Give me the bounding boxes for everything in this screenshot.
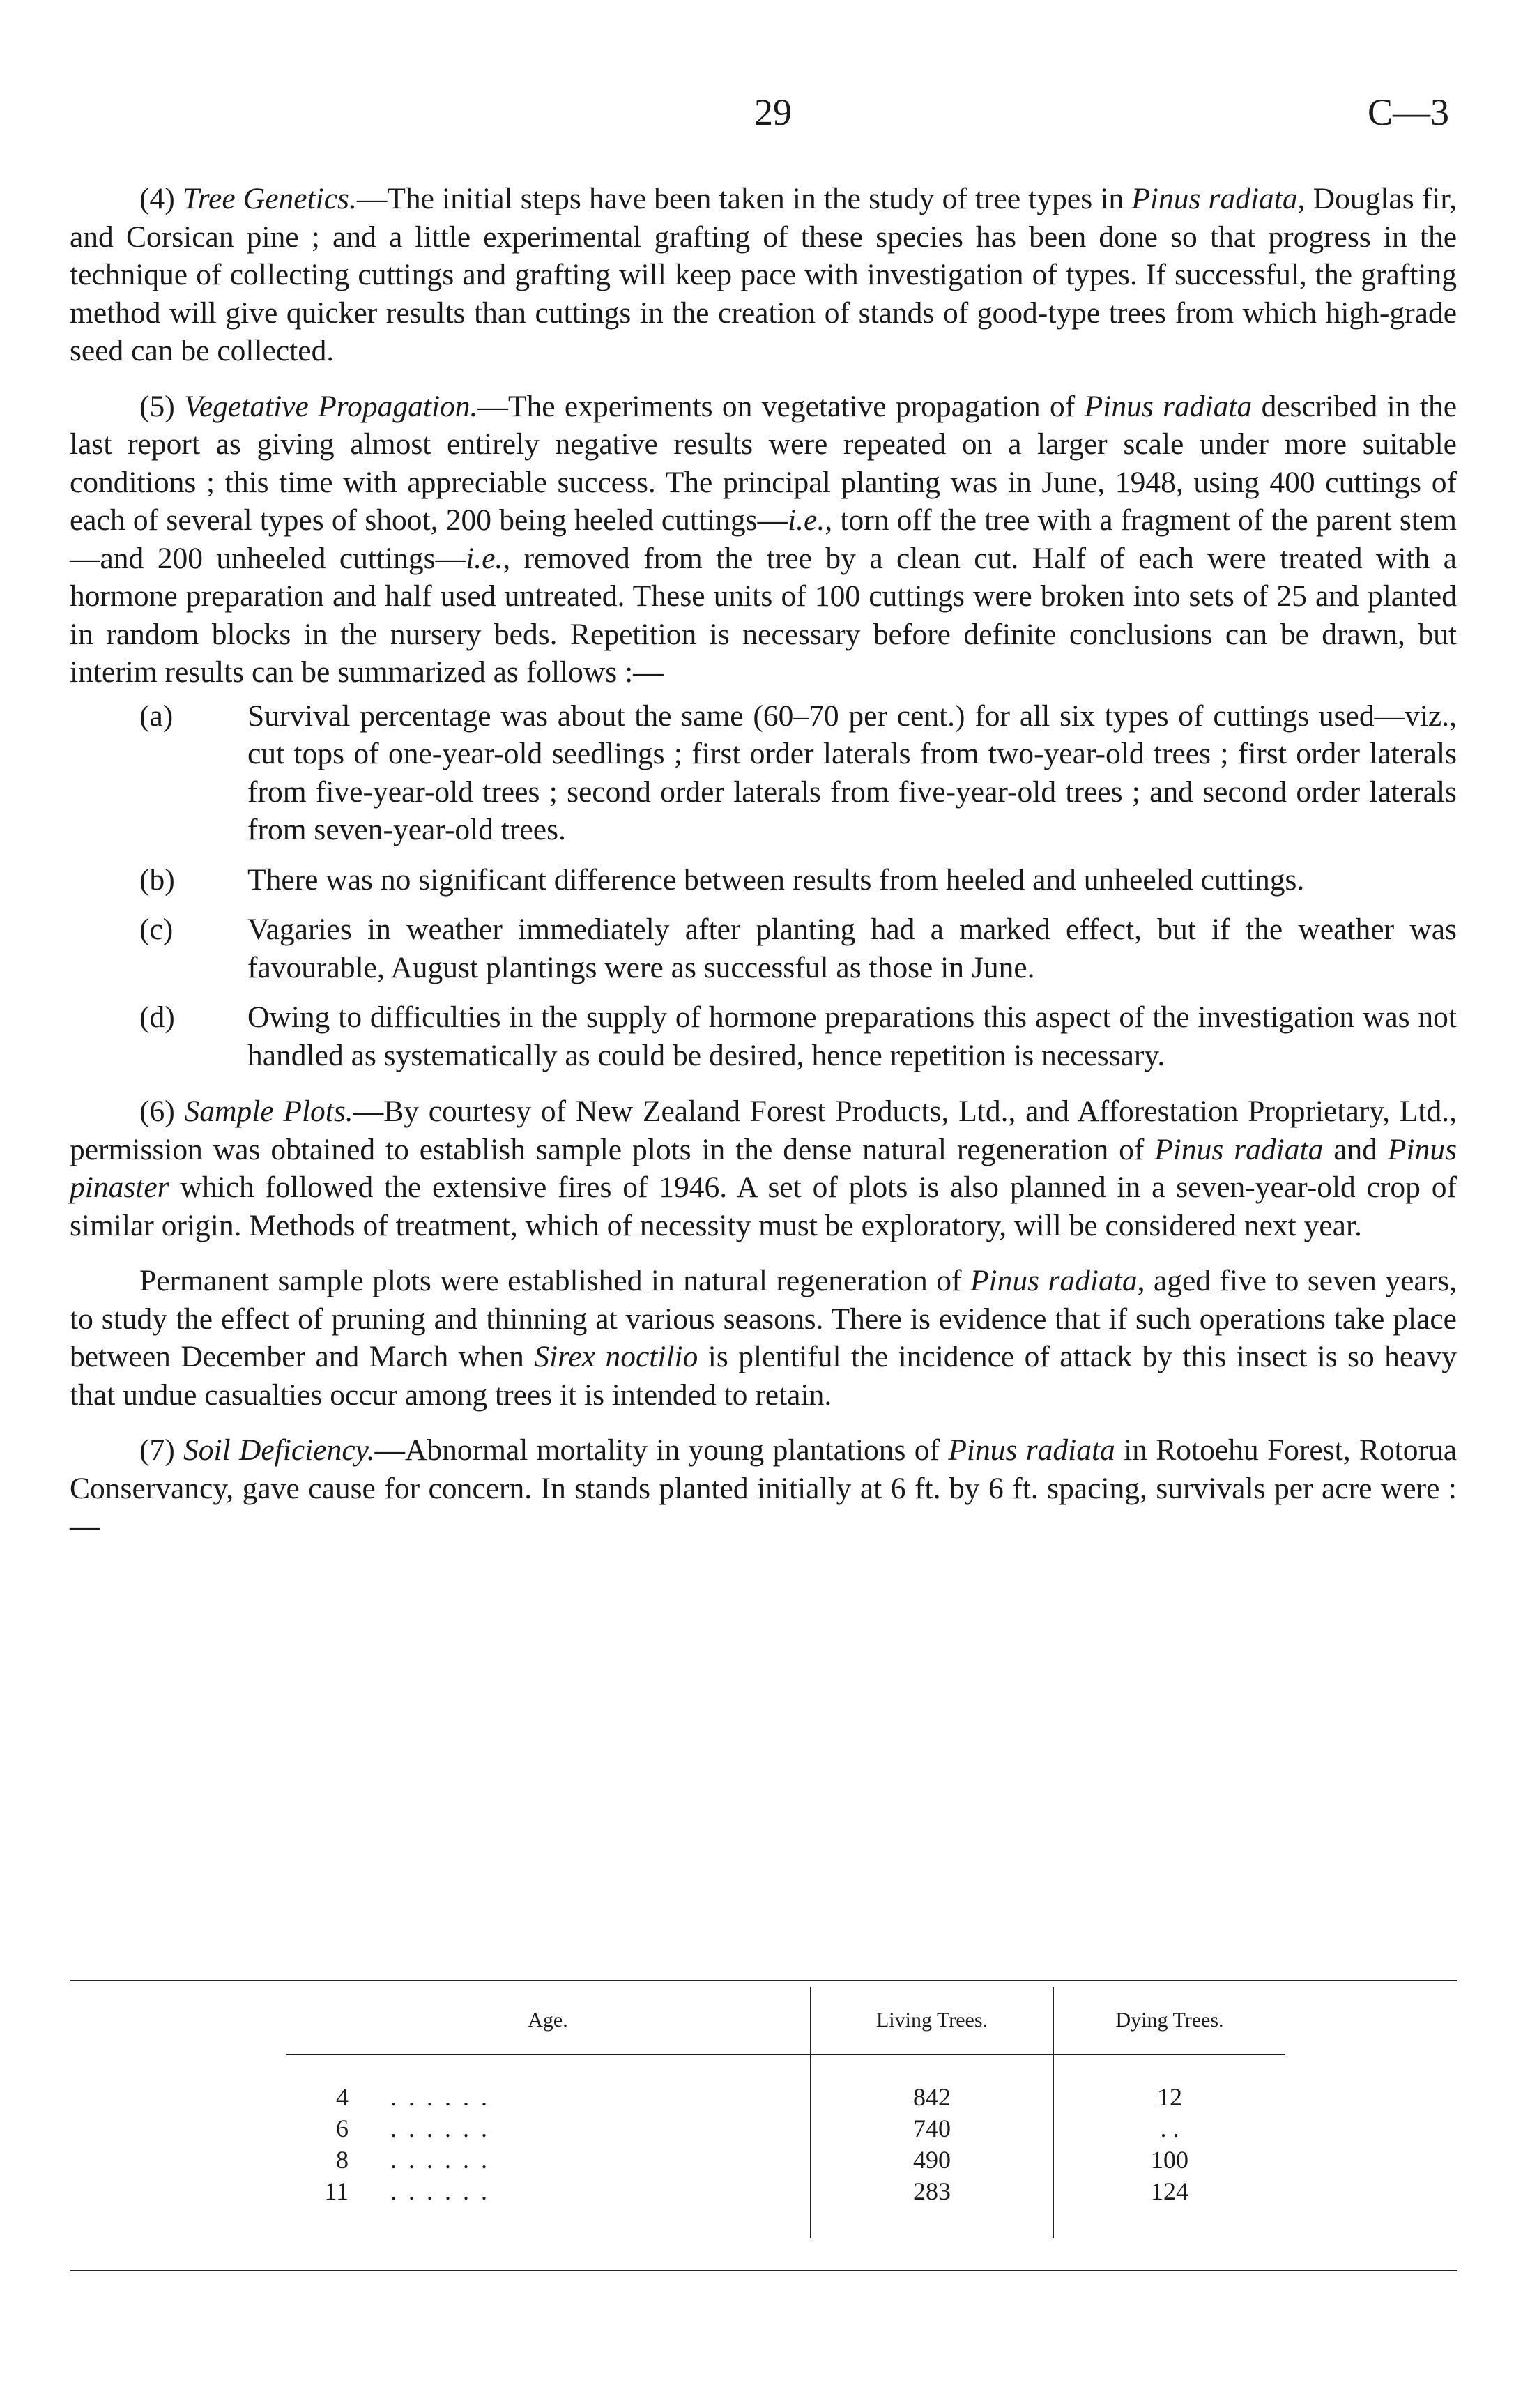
body-text (70, 180, 1457, 1563)
table-row (286, 2055, 1285, 2113)
text-run: , removed from the tree by a clean cut. Half of each were treated with a hormone preparation and half used untreated. These units of 100 cuttings were broken into sets of 25 and planted in random blocks in the nursery beds. Repetition is necessary before definite conclusions can be drawn, but interim results can be summarized as follows :— (70, 541, 1457, 689)
cell-dying: 100 (1053, 2144, 1285, 2176)
section-number: (6) (139, 1095, 175, 1128)
document-code: C—3 (1368, 91, 1450, 133)
section-heading: Sample Plots. (184, 1095, 353, 1128)
species-name: Pinus radiata (1154, 1132, 1324, 1166)
table-row (286, 2176, 1285, 2238)
species-name: Pinus radiata (1131, 182, 1298, 215)
cell-living: 283 (811, 2176, 1053, 2238)
table-bottom-rule (70, 2270, 1457, 2271)
list-marker: (b) (139, 862, 175, 897)
age-value: 11 (324, 2177, 349, 2205)
section-7-soil-deficiency (70, 1431, 1457, 1546)
age-value: 8 (336, 2146, 349, 2174)
text-run: —The experiments on vegetative propagation of (477, 389, 1085, 423)
results-list (70, 697, 1457, 1075)
species-name: Pinus radiata (1084, 389, 1253, 423)
table-top-rule (70, 1980, 1457, 1981)
abbreviation: i.e. (466, 541, 503, 575)
age-value: 6 (336, 2114, 349, 2142)
species-name: Sirex noctilio (534, 1340, 698, 1373)
table-row (286, 2144, 1285, 2176)
text-run: is plentiful the incidence of attack by this insect is so heavy that undue casualties occur among trees it is intended to retain. (70, 1340, 1457, 1412)
list-item (70, 861, 1457, 899)
list-item-text: Owing to difficulties in the supply of hormone preparations this aspect of the investigation was not handled as systematically as could be desired, hence repetition is necessary. (247, 1000, 1457, 1072)
section-5-vegetative-propagation (70, 388, 1457, 692)
age-value: 4 (336, 2083, 349, 2111)
text-run: —By courtesy of New Zealand Forest Products, Ltd., and Afforestation Proprietary, Ltd., permission was obtained to establish sample plots in the dense natural regeneration of (70, 1095, 1457, 1166)
page-number: 29 (754, 91, 792, 133)
species-name: Pinus radiata (970, 1264, 1138, 1297)
text-run: in Rotoehu Forest, Rotorua Conservancy, gave cause for concern. In stands planted initially at 6 ft. by 6 ft. spacing, survivals per acre were :— (70, 1433, 1458, 1543)
survival-table (286, 1987, 1285, 2238)
list-item (70, 697, 1457, 849)
leader-dots: . . . . . . (390, 2114, 490, 2142)
section-heading: Vegetative Propagation. (184, 389, 478, 423)
text-run: which followed the extensive fires of 1946. A set of plots is also planned in a seven-year-old crop of similar origin. Methods of treatment, which of necessity must be exploratory, will be considered next year. (70, 1171, 1457, 1242)
list-item-text: There was no significant difference between results from heeled and unheeled cuttings. (247, 862, 1305, 897)
section-6-sample-plots (70, 1092, 1457, 1244)
leader-dots: . . . . . . (390, 2083, 490, 2111)
text-run: and (1323, 1132, 1388, 1166)
list-marker: (d) (139, 1000, 175, 1034)
permanent-sample-plots-paragraph (70, 1262, 1457, 1414)
list-marker: (a) (139, 699, 174, 733)
list-marker: (c) (139, 913, 174, 946)
survival-table-container (70, 1980, 1457, 2238)
cell-age (286, 2176, 811, 2238)
section-4-tree-genetics (70, 180, 1457, 370)
cell-age (286, 2144, 811, 2176)
cell-dying: 124 (1053, 2176, 1285, 2238)
list-item-text: Survival percentage was about the same (60–70 per cent.) for all six types of cuttings used—viz., cut tops of one-year-old seedlings ; first order laterals from two-year-old trees ; first order laterals from five-year-old trees ; second order laterals from five-year-old trees ; and second order laterals from seven-year-old trees. (247, 699, 1457, 846)
cell-dying: . . (1053, 2113, 1285, 2144)
section-number: (7) (139, 1433, 175, 1467)
species-name: Pinus radiata (948, 1433, 1115, 1467)
header-living-trees: Living Trees. (811, 1987, 1053, 2055)
text-run: , Douglas fir, and Corsican pine ; and a little experimental grafting of these species has been done so that progress in the technique of collecting cuttings and grafting will keep pace with investigation of types. If successful, the grafting method will give quicker results than cuttings in the creation of stands of good-type trees from which high-grade seed can be collected. (70, 182, 1457, 367)
cell-age (286, 2113, 811, 2144)
leader-dots: . . . . . . (390, 2177, 490, 2205)
section-number: (4) (139, 182, 175, 215)
text-run: Permanent sample plots were established in natural regeneration of (139, 1264, 970, 1297)
cell-dying: 12 (1053, 2055, 1285, 2113)
text-run: described in the last report as giving almost entirely negative results were repeated on a larger scale under more suitable conditions ; this time with appreciable success. The principal planting was in June, 1948, using 400 cuttings of each of several types of shoot, 200 being heeled cuttings— (70, 389, 1458, 537)
list-item-text: Vagaries in weather immediately after planting had a marked effect, but if the weather was favourable, August plantings were as successful as those in June. (247, 913, 1457, 984)
table-row (286, 2113, 1285, 2144)
leader-dots: . . . . . . (390, 2146, 490, 2174)
cell-age (286, 2055, 811, 2113)
cell-living: 740 (811, 2113, 1053, 2144)
header-dying-trees: Dying Trees. (1053, 1987, 1285, 2055)
abbreviation: i.e. (788, 503, 825, 537)
cell-living: 490 (811, 2144, 1053, 2176)
text-run: , aged five to seven years, to study the effect of pruning and thinning at various seasons. There is evidence that if such operations take place between December and March when (70, 1264, 1457, 1373)
text-run: —The initial steps have been taken in the study of tree types in (356, 182, 1132, 215)
section-heading: Tree Genetics. (182, 182, 357, 215)
section-number: (5) (139, 389, 175, 423)
cell-living: 842 (811, 2055, 1053, 2113)
header-age: Age. (286, 1987, 811, 2055)
text-run: —Abnormal mortality in young plantations of (374, 1433, 949, 1467)
text-run: , torn off the tree with a fragment of the parent stem—and 200 unheeled cuttings— (70, 503, 1457, 575)
table-header-row (286, 1987, 1285, 2055)
list-item (70, 998, 1457, 1074)
section-heading: Soil Deficiency. (183, 1433, 375, 1467)
species-name: Pinus pinaster (70, 1132, 1457, 1204)
list-item (70, 910, 1457, 986)
